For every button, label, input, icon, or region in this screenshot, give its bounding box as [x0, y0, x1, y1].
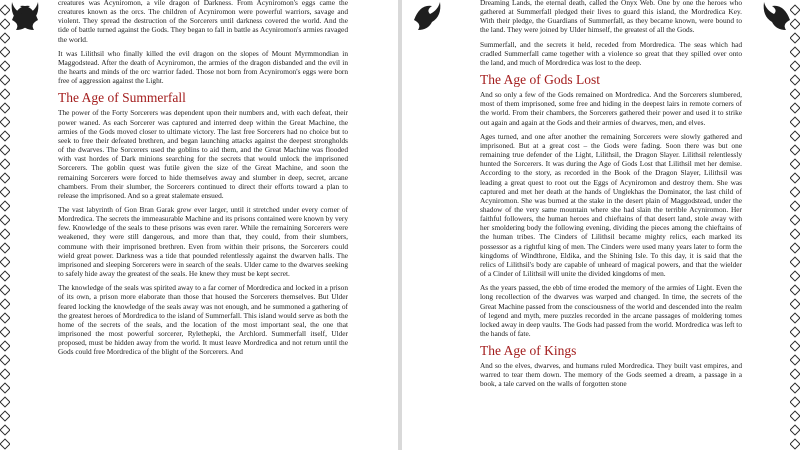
- paragraph: creatures was Acyniromon, a vile dragon of Darkness. From Acyniromon's eggs came the creatures known as the orcs. The children of Acyniromon were powerful warriors, savage and violent. They spread the destruction of the Sorcerers until darkness covered the world. And the tide of battle turned against the Gods. They began to fall in battle as Acyniromon's armies ravaged the world.: [58, 0, 348, 44]
- dragon-ornament-icon: [410, 0, 444, 34]
- section-heading: The Age of Gods Lost: [480, 72, 600, 88]
- paragraph: Summerfall, and the secrets it held, receded from Mordredica. The seas which had cradled Summerfall came together with a violence so great that they spilled over onto the land, and much of Mordredica was lost to the deep.: [480, 39, 742, 67]
- paragraph: As the years passed, the ebb of time eroded the memory of the armies of Light. Even the long recollection of the dwarves was warped and changed. In time, the secrets of the Great Machine passed from the consciousness of the world and descended into the realm of legend and myth, mere puzzles recorded in the arcane passages of moldering tomes locked away in deep vaults. The Gods had passed from the world. Mordredica was left to the hands of fate.: [480, 283, 742, 338]
- paragraph: Ages turned, and one after another the remaining Sorcerers were slowly gathered and imprisoned. But at a great cost – the Gods were fading. Soon there was but one remaining true defender of the Light, Lilithsil, the Dragon Slayer. Lilithsil relentlessly hunted the Sorcerers. It was during the Age of Gods Lost that Lilithsil met her demise. According to the story, as recorded in the Book of the Dragon Slayer, Lilithsil was leading a great quest to root out the Eggs of Acyniromon and destroy them. She was captured and met her death at the hands of Unglekhas the Dominator, the last child of Acyniromon. She was burned at the stake in the desert plain of Maggodstead, under the shadow of the very same mountain where she had slain the terrible Acyniromon. Her faithful followers, the human heroes and chieftains of that desert land, stole away with her smoldering body the following evening, dividing the pieces among the chieftains of the human tribes. The Cinders of Lilithsil became mighty relics, each marked its possessor as a rightful king of men. The Cinders were used many years later to form the kingdoms of Windthrone, Eldika, and the Shining Isle. To this day, it is said that the relics of Lilithsil's body are capable of unheard of magical powers, and that the wielder of a Cinder of Lilithsil will unite the divided kingdoms of men.: [480, 131, 742, 279]
- section-heading: The Age of Summerfall: [58, 90, 186, 106]
- paragraph: The power of the Forty Sorcerers was dependent upon their numbers and, with each defeat, their power waned. As each Sorcerer was captured and interred deep within the Great Machine, the armies of the Gods moved closer to ultimate victory. The last free Sorcerers had no choice but to seek to free their defeated brethren, and began launching attacks against the deepest strongholds of the dwarves. The Sorcerers used the goblins to aid them, and the Great Machine was flooded with vast hordes of Dark minions searching for the secrets that would unlock the imprisoned Sorcerers. The goblin quest was futile given the size of the Great Machine, and soon the remaining Sorcerers were forced to hide themselves away and slumber in deep, secret, arcane chambers. From their slumber, the Sorcerers continued to direct their efforts toward a plan to release the imprisoned. And so a great stalemate ensued.: [58, 108, 348, 200]
- dragon-ornament-icon: [8, 0, 42, 34]
- left-page-border: [0, 0, 10, 450]
- paragraph: The vast labyrinth of Gon Bran Garak grew ever larger, until it stretched under every corner of Mordredica. The secrets the immeasurable Machine and its prisons contained were known by very few. Knowledge of the seals to these prisons was even rarer. While the remaining Sorcerers were weakened, they were still dangerous, and more than that, they could, from their slumbers, commune with their imprisoned brethren. Even from within their prisons, the Sorcerers could wield great power. Darkness was a tide that pounded relentlessly against the dwarven halls. The imprisoned and sleeping Sorcerers were in search of the seals. Ulder came to the dwarves seeking to safely hide away the greatest of the seals. He knew they must be kept secret.: [58, 204, 348, 279]
- paragraph: It was Lilithsil who finally killed the evil dragon on the slopes of Mount Myrmmondian in Maggodstead. After the death of Acyniromon, the armies of the dragon disbanded and the evil in the hearts and minds of the orc warrior faded. Those not born from Acyniromon's eggs were born free of aggression against the Light.: [58, 48, 348, 86]
- paragraph: Dreaming Lands, the eternal death, called the Onyx Web. One by one the heroes who gathered at Summerfall pledged their lives to guard this island, the Mordredica Key. With their pledge, the Guardians of Summerfall, as they became known, were bound to the land. They were joined by Ulder himself, the greatest of all the Gods.: [480, 0, 742, 35]
- paragraph: And so only a few of the Gods remained on Mordredica. And the Sorcerers slumbered, most of them imprisoned, some free and hiding in the deepest lairs in remote corners of the world. From their chambers, the Sorcerers gathered their power and used it to strike out again and again at the Gods and their armies of dwarves, men, and elves.: [480, 90, 742, 127]
- left-page: [0, 0, 398, 450]
- right-text-column: [480, 0, 742, 450]
- left-text-column: [58, 0, 348, 450]
- section-heading: The Age of Kings: [480, 343, 577, 359]
- dragon-ornament-icon: [760, 0, 794, 34]
- paragraph: And so the elves, dwarves, and humans ruled Mordredica. They built vast empires, and warred to tear them down. The memory of the Gods seemed a dream, a passage in a book, a tale carved on the walls of forgotten stone: [480, 361, 742, 389]
- right-page: [402, 0, 800, 450]
- right-page-border: [790, 0, 800, 450]
- paragraph: The knowledge of the seals was spirited away to a far corner of Mordredica and locked in a prison of its own, a prison more elaborate than those that housed the Sorcerers themselves. But Ulder feared locking the knowledge of the seals away was not enough, and he summoned a gathering of the greatest heroes of Mordredica to the island of Summerfall. This island would serve as both the home of the secrets of the seals, and the location of the most important seal, the one that imprisoned the most powerful sorcerer, Rylethepki, the Archlord. Summerfall itself, Ulder proposed, must be hidden away from the world. It must leave Mordredica and not return until the Gods could free Mordredica of the blight of the Sorcerers. And: [58, 283, 348, 357]
